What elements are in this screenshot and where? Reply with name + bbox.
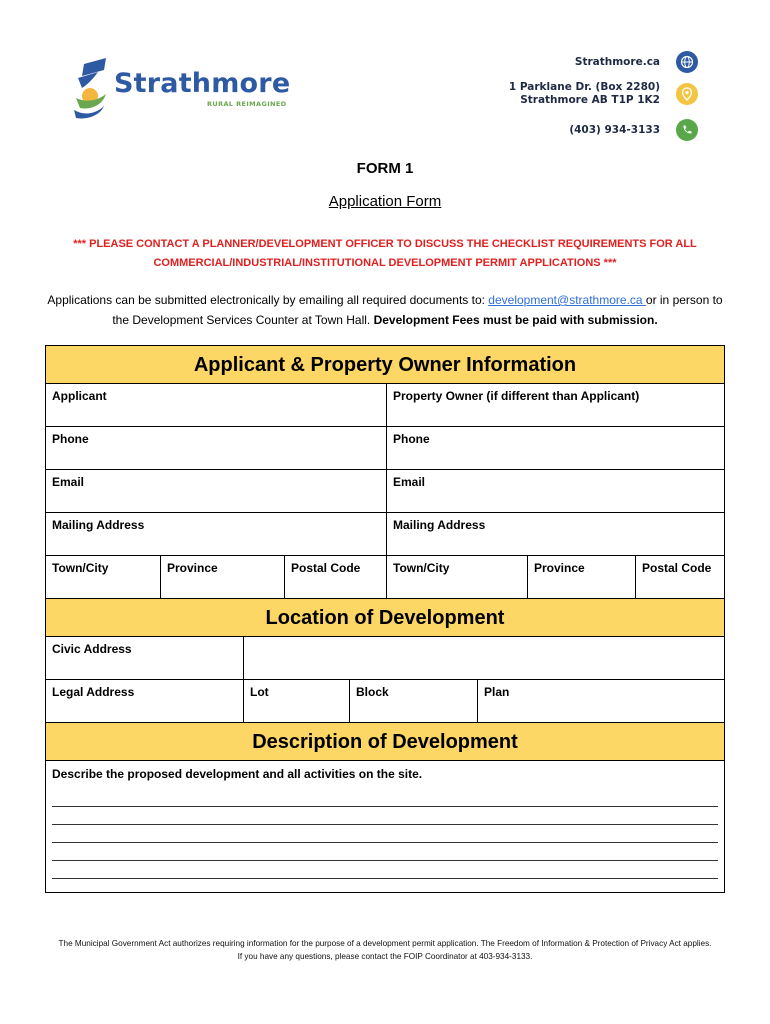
plan-field[interactable] — [478, 680, 724, 722]
description-line[interactable] — [52, 843, 718, 861]
intro-paragraph — [40, 290, 730, 330]
intro-text-continued: or in person to the Development Services Counter at Town Hall. — [112, 293, 723, 327]
legal-address-label-cell — [46, 680, 244, 722]
province-label: Province — [534, 561, 585, 575]
town-city-label: Town/City — [393, 561, 450, 575]
description-field[interactable] — [46, 761, 724, 892]
civic-address-field[interactable] — [244, 637, 724, 679]
contact-address — [509, 81, 698, 107]
logo-wordmark: Strathmore — [114, 68, 291, 99]
description-line[interactable] — [52, 825, 718, 843]
phone-label: Phone — [393, 432, 430, 446]
section-heading-applicant: Applicant & Property Owner Information — [46, 346, 724, 384]
phone-icon — [676, 119, 698, 141]
email-label: Email — [393, 475, 426, 489]
mailing-address-label: Mailing Address — [393, 518, 486, 532]
form-title: FORM 1 — [356, 160, 414, 177]
logo-tagline: RURAL REIMAGINED — [207, 100, 287, 108]
email-link[interactable]: development@strathmore.ca — [488, 293, 646, 307]
footer-line-2: If you have any questions, please contact the FOIP Coordinator at 403-934-3133. — [237, 952, 533, 961]
location-pin-icon — [676, 83, 698, 105]
owner-email-field[interactable] — [387, 470, 724, 512]
applicant-phone-field[interactable] — [46, 427, 387, 469]
description-line[interactable] — [52, 789, 718, 807]
applicant-town-field[interactable] — [46, 556, 161, 598]
owner-postal-field[interactable] — [636, 556, 724, 598]
intro-text: Applications can be submitted electronically by emailing all required documents to: — [47, 293, 489, 307]
property-owner-label: Property Owner (if different than Applicant) — [393, 389, 640, 403]
applicant-field[interactable] — [46, 384, 387, 426]
phone-label: Phone — [52, 432, 89, 446]
email-row — [46, 470, 724, 513]
description-line[interactable] — [52, 861, 718, 879]
mailing-address-row — [46, 513, 724, 556]
owner-town-field[interactable] — [387, 556, 528, 598]
contact-phone — [569, 119, 698, 141]
globe-icon — [676, 51, 698, 73]
application-form — [45, 345, 725, 893]
section-heading-description: Description of Development — [46, 723, 724, 761]
warning-notice: *** PLEASE CONTACT A PLANNER/DEVELOPMENT OFFICER TO DISCUSS THE CHECKLIST REQUIREMENTS FOR ALL COMMERCIAL/INDUSTRIAL/INSTITUTIONAL DEVELOPMENT PERMIT APPLICATIONS *** — [73, 238, 697, 269]
lot-label: Lot — [250, 685, 269, 699]
applicant-mailing-field[interactable] — [46, 513, 387, 555]
lot-field[interactable] — [244, 680, 350, 722]
block-label: Block — [356, 685, 389, 699]
applicant-label: Applicant — [52, 389, 107, 403]
strathmore-logo — [72, 58, 291, 122]
address-line-2: Strathmore AB T1P 1K2 — [520, 94, 660, 106]
email-label: Email — [52, 475, 85, 489]
postal-code-label: Postal Code — [291, 561, 361, 575]
website-text[interactable]: Strathmore.ca — [574, 55, 660, 68]
civic-address-row — [46, 637, 724, 680]
province-label: Province — [167, 561, 218, 575]
address-line-1: 1 Parklane Dr. (Box 2280) — [508, 81, 660, 93]
footer-notice — [20, 937, 750, 963]
block-field[interactable] — [350, 680, 478, 722]
description-prompt: Describe the proposed development and all activities on the site. — [52, 767, 423, 781]
fees-notice: Development Fees must be paid with submission. — [373, 313, 658, 327]
owner-phone-field[interactable] — [387, 427, 724, 469]
contact-website — [575, 51, 698, 73]
description-line[interactable] — [52, 807, 718, 825]
owner-province-field[interactable] — [528, 556, 636, 598]
form-subtitle: Application Form — [328, 193, 442, 210]
plan-label: Plan — [484, 685, 510, 699]
applicant-province-field[interactable] — [161, 556, 285, 598]
property-owner-field[interactable] — [387, 384, 724, 426]
civic-address-label: Civic Address — [52, 642, 132, 656]
section-heading-location: Location of Development — [46, 599, 724, 637]
postal-code-label: Postal Code — [642, 561, 712, 575]
applicant-postal-field[interactable] — [285, 556, 387, 598]
phone-text: (403) 934-3133 — [569, 123, 660, 136]
footer-line-1: The Municipal Government Act authorizes requiring information for the purpose of a development permit application. The Freedom of Information & Protection of Privacy Act applies. — [58, 939, 712, 948]
applicant-owner-row — [46, 384, 724, 427]
civic-address-label-cell — [46, 637, 244, 679]
legal-address-label: Legal Address — [52, 685, 135, 699]
mailing-address-label: Mailing Address — [52, 518, 145, 532]
logo-mark-icon — [72, 58, 110, 120]
legal-address-row — [46, 680, 724, 723]
town-province-postal-row — [46, 556, 724, 599]
town-city-label: Town/City — [52, 561, 109, 575]
owner-mailing-field[interactable] — [387, 513, 724, 555]
applicant-email-field[interactable] — [46, 470, 387, 512]
phone-row — [46, 427, 724, 470]
